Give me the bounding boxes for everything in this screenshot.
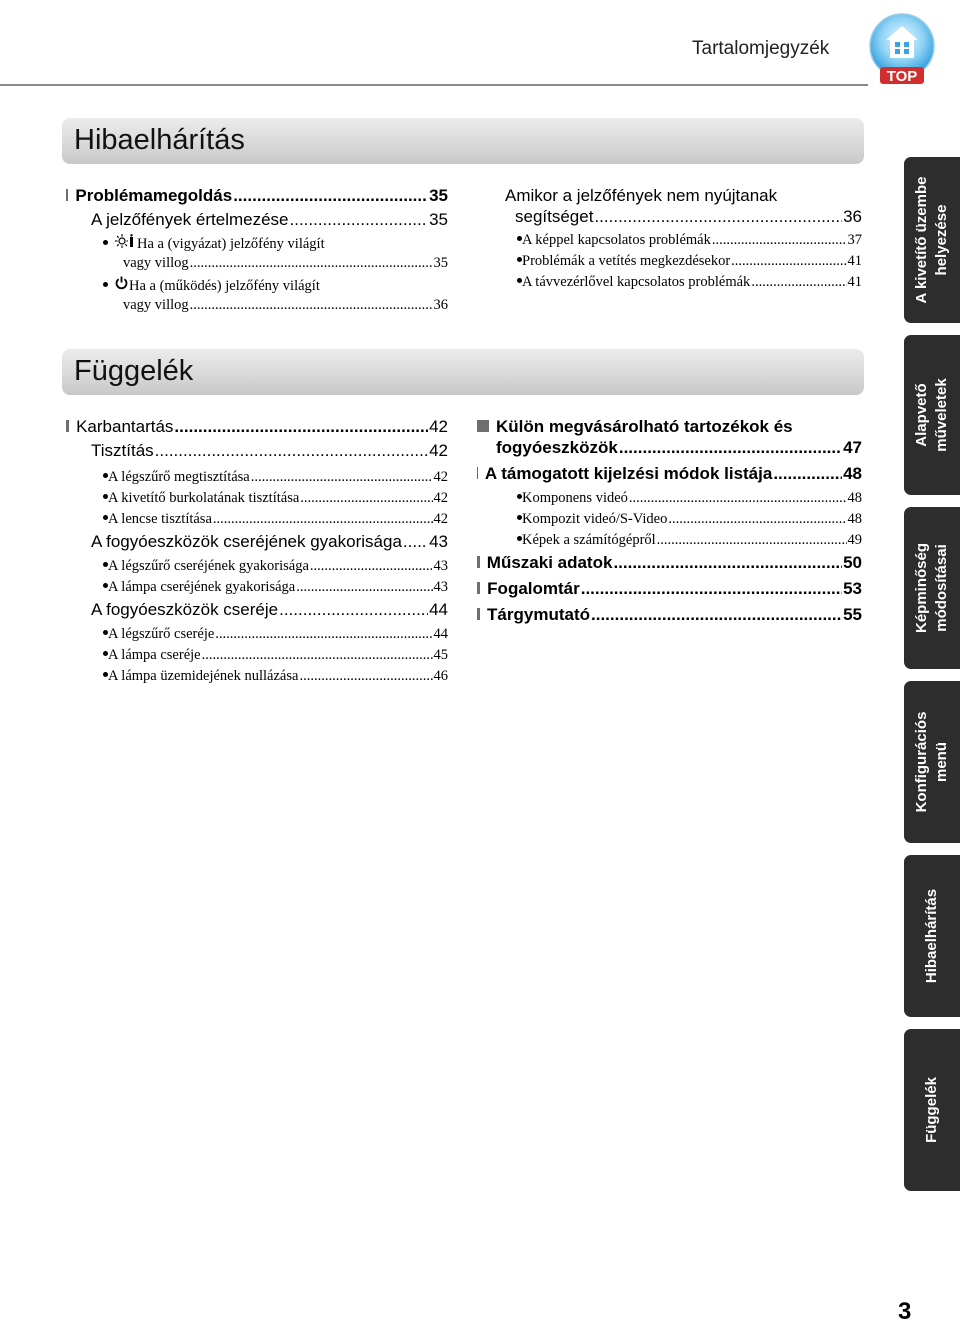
toc-column-left bbox=[66, 186, 448, 318]
toc-entry[interactable]: A támogatott kijelzési módok listája ..... 48 bbox=[477, 464, 862, 490]
toc-entry[interactable]: Fogalomtár ..... 53 bbox=[477, 579, 862, 605]
page-header-title: Tartalomjegyzék bbox=[692, 38, 830, 59]
toc-entry[interactable]: Problémák a vetítés megkezdésekor ..... 41 bbox=[517, 253, 862, 274]
section-bar-fuggelek bbox=[62, 349, 864, 395]
warning-lamp-icon bbox=[115, 234, 137, 253]
section-bar-hibaelharitas bbox=[62, 118, 864, 164]
toc-entry[interactable]: A lámpa üzemidejének nullázása ..... 46 bbox=[103, 668, 448, 689]
toc-entry[interactable]: A lámpa cseréje ..... 45 bbox=[103, 647, 448, 668]
side-tab-setup[interactable]: A kivetítő üzembe helyezése bbox=[904, 157, 960, 323]
toc-entry[interactable]: Karbantartás ..... 42 bbox=[66, 417, 448, 441]
toc-column-right bbox=[505, 186, 862, 295]
toc-entry-multiline[interactable]: Amikor a jelzőfények nem nyújtanak segítséget ..... 36 bbox=[505, 186, 862, 232]
side-tab-image-quality[interactable]: Képminőség módosításai bbox=[904, 507, 960, 669]
toc-column-right bbox=[477, 417, 862, 631]
side-tab-basic-operations[interactable]: Alapvető műveletek bbox=[904, 335, 960, 495]
top-label: TOP bbox=[886, 68, 918, 85]
toc-entry[interactable]: Tisztítás ..... 42 bbox=[91, 441, 448, 469]
toc-entry[interactable]: A fogyóeszközök cseréjének gyakorisága ..... 43 bbox=[91, 532, 448, 558]
side-tab-configuration-menu[interactable]: Konfigurációs menü bbox=[904, 681, 960, 843]
bullet-icon bbox=[103, 236, 115, 253]
toc-entry[interactable]: A légszűrő cseréje ..... 44 bbox=[103, 626, 448, 647]
toc-entry[interactable]: A fogyóeszközök cseréje ..... 44 bbox=[91, 600, 448, 626]
page-number: 3 bbox=[898, 1298, 912, 1323]
toc-column-left bbox=[66, 417, 448, 689]
toc-entry[interactable]: Problémamegoldás ..... 35 bbox=[66, 186, 448, 210]
power-icon bbox=[115, 276, 129, 295]
square-bullet-icon bbox=[477, 608, 480, 620]
toc-entry-multiline[interactable]: Ha a (vigyázat) jelzőfény világít vagy villog ..... 35 bbox=[103, 234, 448, 276]
square-bullet-icon bbox=[66, 189, 68, 201]
toc-entry-multiline[interactable]: Ha a (működés) jelzőfény világít vagy villog ..... 36 bbox=[103, 276, 448, 318]
top-button[interactable] bbox=[866, 12, 938, 86]
square-bullet-icon bbox=[477, 420, 489, 432]
toc-entry[interactable]: A kivetítő burkolatának tisztítása ..... 42 bbox=[103, 490, 448, 511]
home-icon bbox=[866, 12, 938, 86]
section-title: Hibaelhárítás bbox=[74, 124, 245, 156]
toc-entry[interactable]: Műszaki adatok ..... 50 bbox=[477, 553, 862, 579]
toc-entry[interactable]: A lencse tisztítása ..... 42 bbox=[103, 511, 448, 532]
toc-entry[interactable]: Kompozit videó/S-Video ..... 48 bbox=[517, 511, 862, 532]
square-bullet-icon bbox=[66, 420, 69, 432]
header-rule bbox=[0, 84, 868, 86]
toc-entry[interactable]: Komponens videó ..... 48 bbox=[517, 490, 862, 511]
toc-entry[interactable]: Képek a számítógépről ..... 49 bbox=[517, 532, 862, 553]
toc-entry[interactable]: A jelzőfények értelmezése ..... 35 bbox=[91, 210, 448, 234]
toc-entry[interactable]: A távvezérlővel kapcsolatos problémák ..... 41 bbox=[517, 274, 862, 295]
section-title: Függelék bbox=[74, 355, 194, 387]
square-bullet-icon bbox=[477, 467, 478, 479]
toc-entry-multiline[interactable]: Külön megvásárolható tartozékok és fogyóeszközök ..... 47 bbox=[477, 417, 862, 464]
bullet-icon bbox=[103, 278, 115, 295]
side-tab-appendix[interactable]: Függelék bbox=[904, 1029, 960, 1191]
toc-entry[interactable]: A légszűrő cseréjének gyakorisága ..... 43 bbox=[103, 558, 448, 579]
toc-entry[interactable]: A képpel kapcsolatos problémák ..... 37 bbox=[517, 232, 862, 253]
side-tab-troubleshooting[interactable]: Hibaelhárítás bbox=[904, 855, 960, 1017]
square-bullet-icon bbox=[477, 556, 480, 568]
toc-entry[interactable]: Tárgymutató ..... 55 bbox=[477, 605, 862, 631]
toc-entry[interactable]: A lámpa cseréjének gyakorisága ..... 43 bbox=[103, 579, 448, 600]
toc-entry[interactable]: A légszűrő megtisztítása ..... 42 bbox=[103, 469, 448, 490]
square-bullet-icon bbox=[477, 582, 480, 594]
